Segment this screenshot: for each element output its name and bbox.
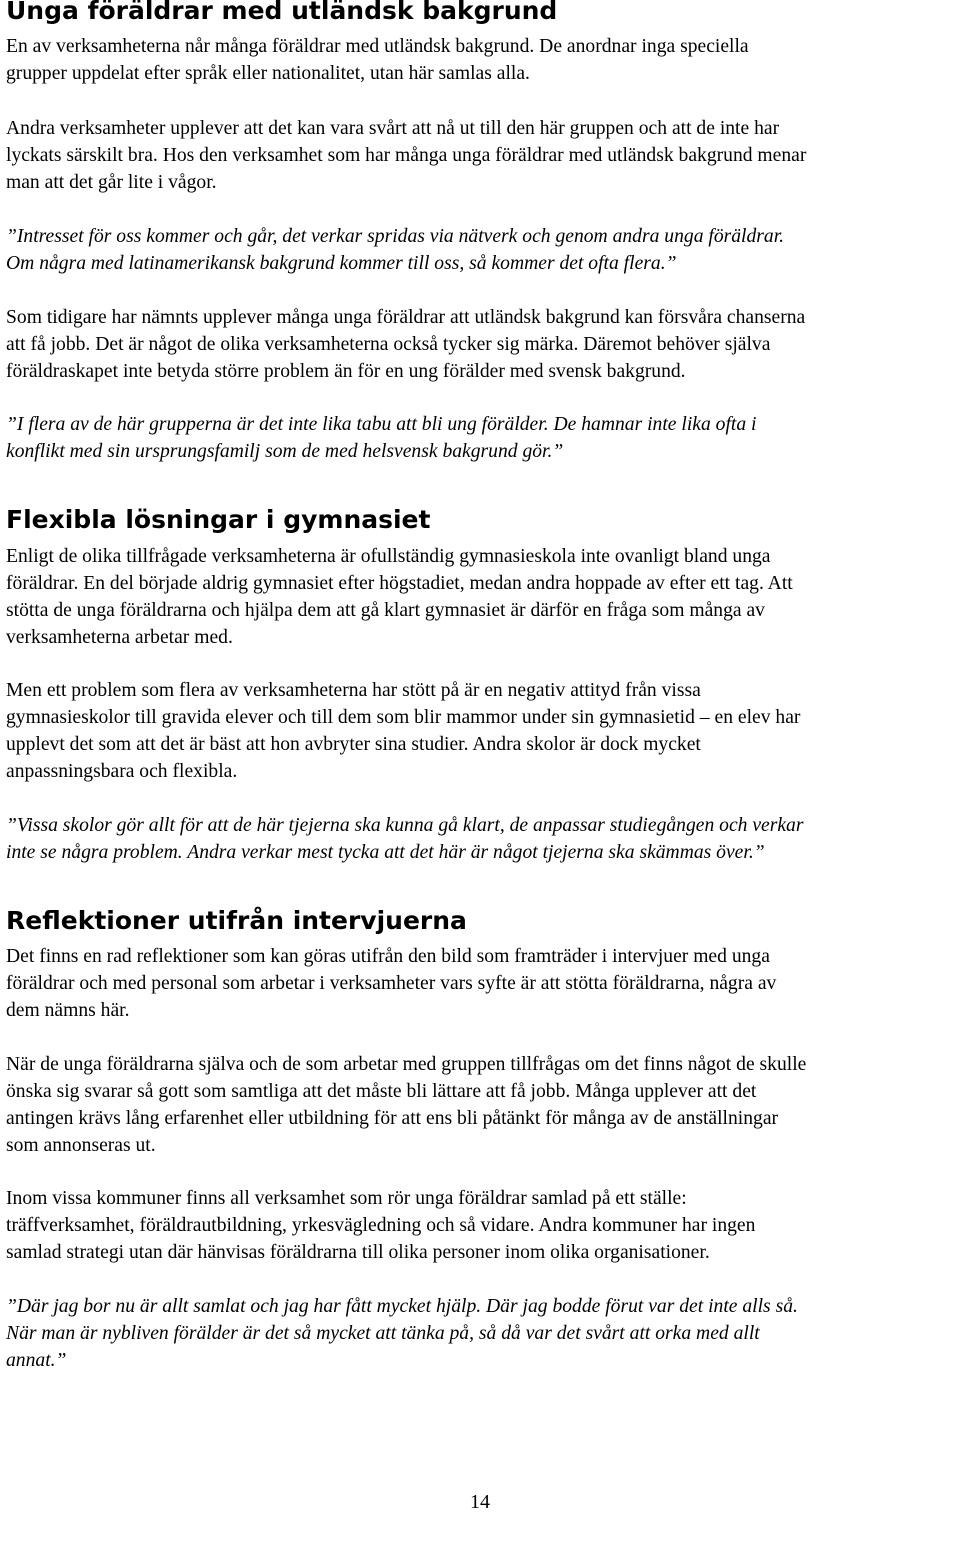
text-line: konflikt med sin ursprungsfamilj som de med helsvensk bakgrund gör.” — [6, 441, 564, 462]
text-line: samlad strategi utan där hänvisas föräldrarna till olika personer inom olika organisationer. — [6, 1242, 710, 1263]
quote-paragraph — [6, 1293, 960, 1374]
paragraph — [6, 115, 960, 196]
text-line: gymnasieskolor till gravida elever och till dem som blir mammor under sin gymnasietid – en elev har — [6, 707, 801, 728]
text-line: önska sig svarar så gott som samtliga att det måste bli lättare att få jobb. Många upplever att det — [6, 1081, 757, 1102]
text-line: man att det går lite i vågor. — [6, 172, 217, 193]
text-line: ”Vissa skolor gör allt för att de här tjejerna ska kunna gå klart, de anpassar studiegången och verkar — [6, 815, 804, 836]
page-number: 14 — [470, 1491, 490, 1513]
text-line: annat.” — [6, 1350, 67, 1371]
text-line: föräldrar och med personal som arbetar i verksamheter vars syfte är att stötta föräldrarna, några av — [6, 973, 777, 994]
text-line: Andra verksamheter upplever att det kan vara svårt att nå ut till den här gruppen och att de inte har — [6, 118, 780, 139]
text-line: dem nämns här. — [6, 1000, 130, 1021]
text-line: som annonseras ut. — [6, 1135, 156, 1156]
text-line: Om några med latinamerikansk bakgrund kommer till oss, så kommer det ofta flera.” — [6, 253, 677, 274]
text-line: ”Intresset för oss kommer och går, det verkar spridas via nätverk och genom andra unga föräldrar. — [6, 226, 785, 247]
text-line: En av verksamheterna når många föräldrar med utländsk bakgrund. De anordnar inga speciella — [6, 36, 749, 57]
paragraph — [6, 33, 960, 87]
paragraph — [6, 1051, 960, 1159]
text-line: föräldrar. En del började aldrig gymnasiet efter högstadiet, medan andra hoppade av efter ett tag. Att — [6, 573, 793, 594]
text-line: Men ett problem som flera av verksamheterna har stött på är en negativ attityd från vissa — [6, 680, 701, 701]
quote-paragraph — [6, 411, 960, 465]
text-line: ”I flera av de här grupperna är det inte lika tabu att bli ung förälder. De hamnar inte lika ofta i — [6, 414, 757, 435]
text-line: Det finns en rad reflektioner som kan göras utifrån den bild som framträder i intervjuer med unga — [6, 946, 770, 967]
text-line: upplevt det som att det är bäst att hon avbryter sina studier. Andra skolor är dock mycket — [6, 734, 701, 755]
section-heading-flexibla-losningar: Flexibla lösningar i gymnasiet — [6, 505, 431, 534]
section-heading-reflektioner: Reflektioner utifrån intervjuerna — [6, 906, 467, 935]
text-line: När man är nybliven förälder är det så mycket att tänka på, så då var det svårt att orka med allt — [6, 1323, 760, 1344]
text-line: grupper uppdelat efter språk eller nationalitet, utan här samlas alla. — [6, 63, 530, 84]
paragraph — [6, 943, 960, 1024]
text-line: ”Där jag bor nu är allt samlat och jag har fått mycket hjälp. Där jag bodde förut var det inte alls så. — [6, 1296, 798, 1317]
text-line: träffverksamhet, föräldrautbildning, yrkesvägledning och så vidare. Andra kommuner har ingen — [6, 1215, 756, 1236]
text-line: verksamheterna arbetar med. — [6, 627, 233, 648]
text-line: lyckats särskilt bra. Hos den verksamhet som har många unga föräldrar med utländsk bakgrund menar — [6, 145, 807, 166]
text-line: antingen krävs lång erfarenhet eller utbildning för att ens bli påtänkt för många av de anställningar — [6, 1108, 779, 1129]
text-line: Som tidigare har nämnts upplever många unga föräldrar att utländsk bakgrund kan försvåra chanserna — [6, 307, 806, 328]
text-line: anpassningsbara och flexibla. — [6, 761, 238, 782]
paragraph — [6, 1185, 960, 1266]
paragraph — [6, 304, 960, 385]
section-heading-unga-foraldrar: Unga föräldrar med utländsk bakgrund — [6, 0, 558, 25]
quote-paragraph — [6, 223, 960, 277]
text-line: Enligt de olika tillfrågade verksamheterna är ofullständig gymnasieskola inte ovanligt bland unga — [6, 546, 771, 567]
text-line: Inom vissa kommuner finns all verksamhet som rör unga föräldrar samlad på ett ställe: — [6, 1188, 687, 1209]
text-line: att få jobb. Det är något de olika verksamheterna också tycker sig märka. Däremot behöver själva — [6, 334, 771, 355]
text-line: När de unga föräldrarna själva och de som arbetar med gruppen tillfrågas om det finns något de skulle — [6, 1054, 807, 1075]
text-line: inte se några problem. Andra verkar mest tycka att det här är något tjejerna ska skämmas över.” — [6, 842, 765, 863]
text-line: föräldraskapet inte betyda större problem än för en ung förälder med svensk bakgrund. — [6, 361, 686, 382]
quote-paragraph — [6, 812, 960, 866]
paragraph — [6, 543, 960, 651]
text-line: stötta de unga föräldrarna och hjälpa dem att gå klart gymnasiet är därför en fråga som många av — [6, 600, 765, 621]
paragraph — [6, 677, 960, 785]
